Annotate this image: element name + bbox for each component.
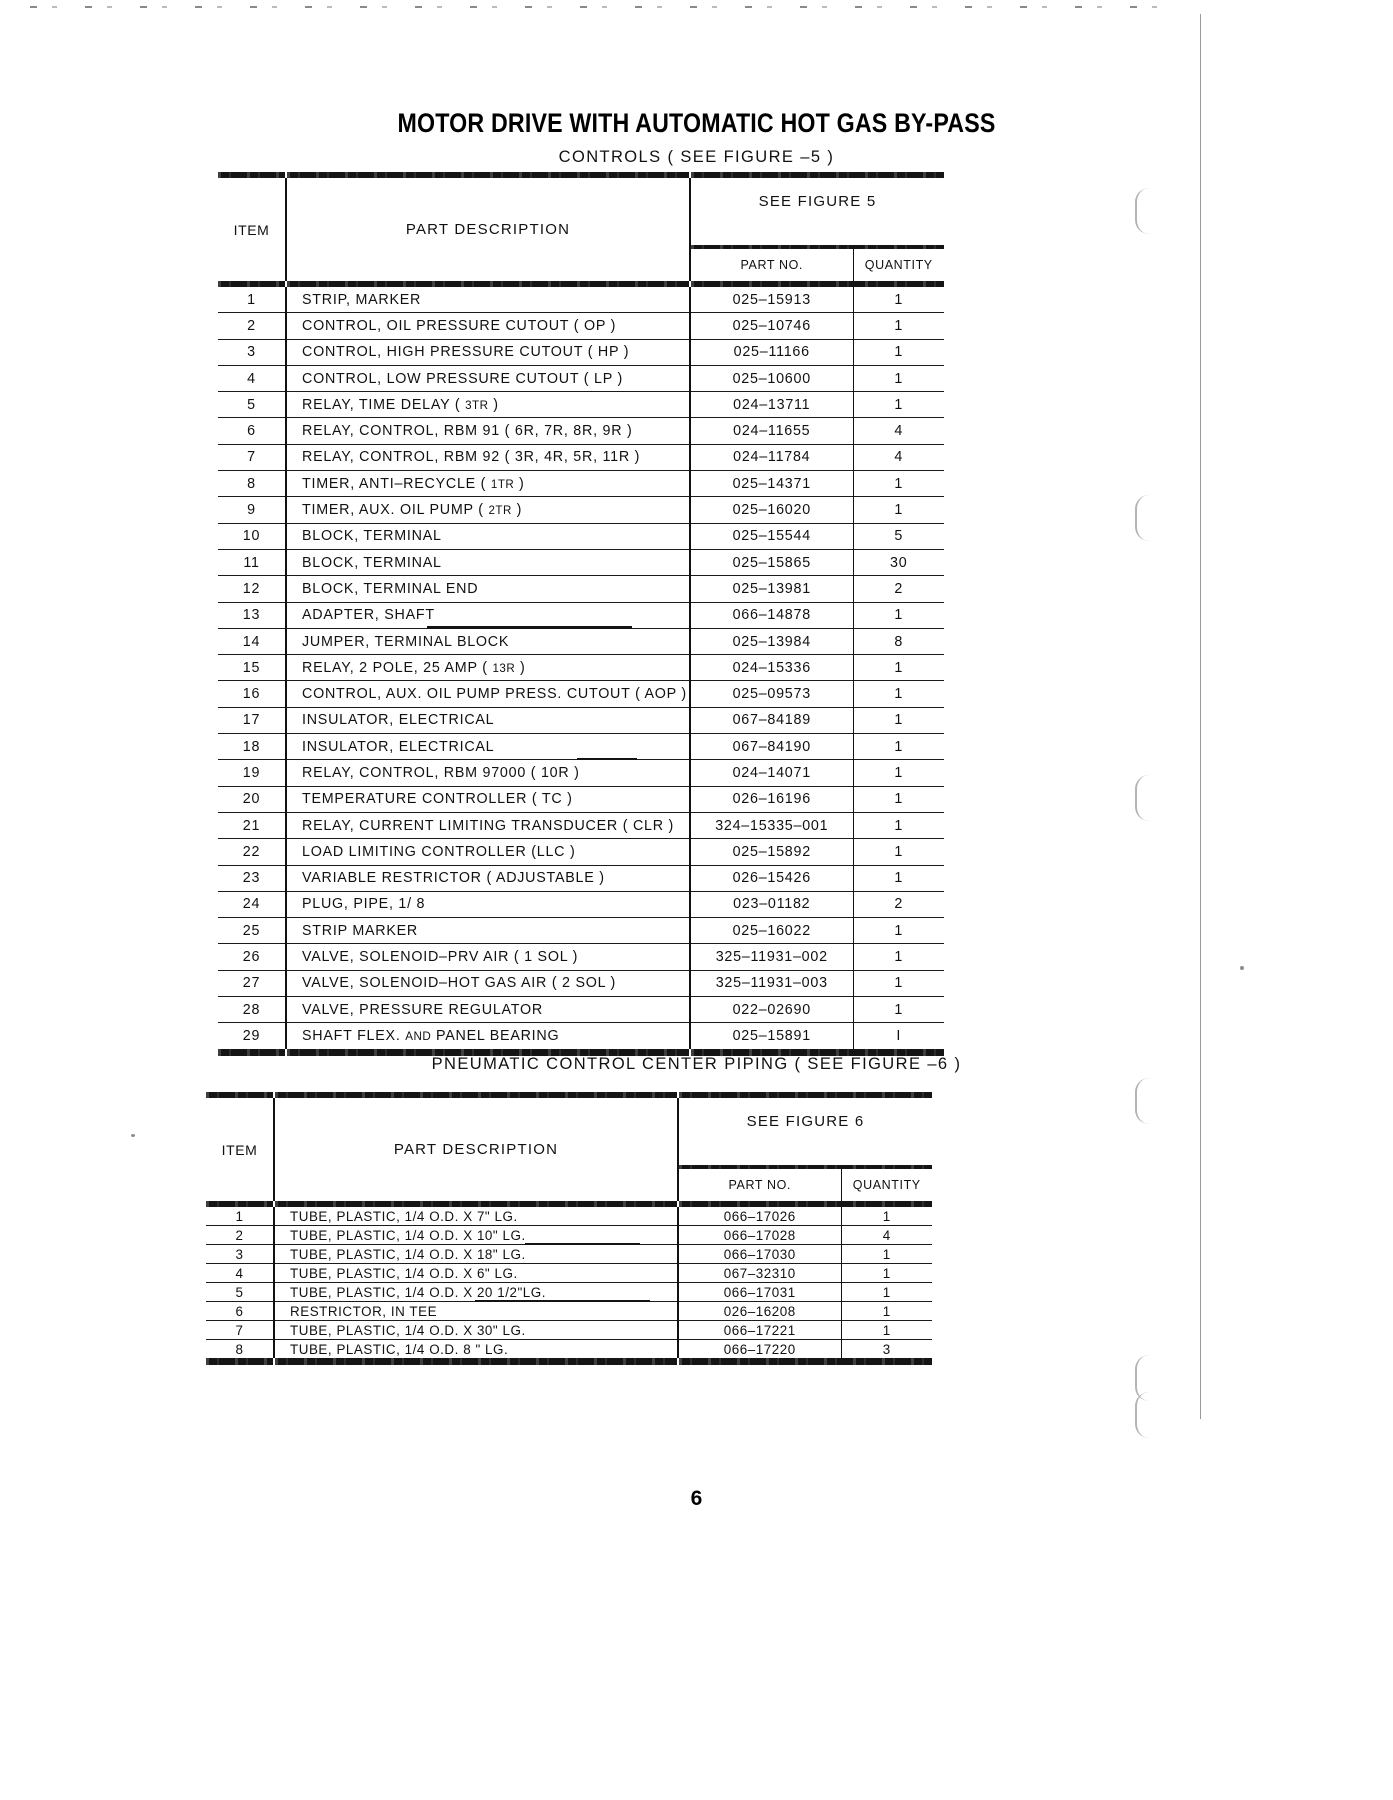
scan-speck — [1240, 966, 1244, 970]
table-row — [218, 891, 944, 917]
cell-part-no: 025–16020 — [690, 497, 853, 523]
cell-part-no: 024–11784 — [690, 444, 853, 470]
cell-part-description: RELAY, CURRENT LIMITING TRANSDUCER ( CLR ) — [286, 812, 690, 838]
cell-part-description: ADAPTER, SHAFT — [286, 602, 690, 628]
cell-item: 4 — [206, 1264, 274, 1283]
cell-part-description: TUBE, PLASTIC, 1/4 O.D. X 7" LG. — [274, 1207, 678, 1226]
column-header-item: ITEM — [221, 1141, 258, 1158]
cell-quantity: 4 — [853, 418, 944, 444]
cell-part-description: BLOCK, TERMINAL — [286, 523, 690, 549]
cell-part-no: 025–15544 — [690, 523, 853, 549]
cell-quantity: 1 — [853, 313, 944, 339]
cell-part-description: RESTRICTOR, IN TEE — [274, 1302, 678, 1321]
cell-quantity: 1 — [841, 1207, 932, 1226]
cell-part-description: INSULATOR, ELECTRICAL — [286, 734, 690, 760]
table-row — [206, 1302, 932, 1321]
controls-header-row — [218, 178, 944, 245]
cell-quantity: 1 — [841, 1283, 932, 1302]
cell-item: 1 — [247, 291, 256, 308]
cell-part-no: 026–15426 — [690, 865, 853, 891]
cell-item: 3 — [206, 1245, 274, 1264]
cell-item: 7 — [206, 1321, 274, 1340]
cell-part-no: 024–11655 — [690, 418, 853, 444]
cell-part-description: RELAY, CONTROL, RBM 92 ( 3R, 4R, 5R, 11R ) — [286, 444, 690, 470]
cell-item: 26 — [218, 944, 286, 970]
cell-quantity: 8 — [853, 628, 944, 654]
cell-quantity: 1 — [853, 365, 944, 391]
cell-item: 27 — [218, 970, 286, 996]
cell-quantity: 2 — [853, 891, 944, 917]
cell-part-no: 325–11931–002 — [690, 944, 853, 970]
cell-part-description: TUBE, PLASTIC, 1/4 O.D. 8 " LG. — [274, 1340, 678, 1359]
cell-item: 4 — [218, 365, 286, 391]
cell-part-no: 025–10746 — [690, 313, 853, 339]
table-row — [218, 786, 944, 812]
table-row — [218, 313, 944, 339]
binder-hole-mark-1 — [1135, 188, 1153, 234]
table-row — [218, 392, 944, 418]
cell-quantity: 1 — [853, 997, 944, 1023]
controls-table-body — [218, 287, 944, 1049]
cell-part-description: VALVE, SOLENOID–HOT GAS AIR ( 2 SOL ) — [286, 970, 690, 996]
cell-part-no: 066–17028 — [678, 1226, 841, 1245]
cell-part-description: INSULATOR, ELECTRICAL — [286, 707, 690, 733]
binder-hole-mark-6 — [1135, 1392, 1153, 1438]
cell-item: 2 — [218, 313, 286, 339]
cell-quantity: 1 — [853, 707, 944, 733]
cell-quantity: 2 — [853, 576, 944, 602]
table-row — [218, 734, 944, 760]
cell-item: 17 — [218, 707, 286, 733]
cell-item: 16 — [218, 681, 286, 707]
column-header-figure-group: SEE FIGURE 5 — [758, 193, 877, 210]
table-row — [206, 1340, 932, 1359]
cell-part-description: SHAFT FLEX. AND PANEL BEARING — [286, 1023, 690, 1049]
table-row — [218, 471, 944, 497]
cell-item: 3 — [218, 339, 286, 365]
cell-item: 18 — [218, 734, 286, 760]
cell-item: 5 — [218, 392, 286, 418]
cell-quantity: 1 — [853, 602, 944, 628]
cell-part-no: 024–13711 — [690, 392, 853, 418]
cell-part-description: CONTROL, OIL PRESSURE CUTOUT ( OP ) — [286, 313, 690, 339]
cell-part-description: RELAY, CONTROL, RBM 91 ( 6R, 7R, 8R, 9R ) — [286, 418, 690, 444]
cell-part-description: CONTROL, LOW PRESSURE CUTOUT ( LP ) — [286, 365, 690, 391]
cell-quantity: 1 — [853, 471, 944, 497]
table-row — [218, 576, 944, 602]
cell-part-no: 066–17221 — [678, 1321, 841, 1340]
cell-part-description: BLOCK, TERMINAL — [286, 549, 690, 575]
cell-part-no: 025–15891 — [690, 1023, 853, 1049]
cell-item: 13 — [218, 602, 286, 628]
piping-table-body — [206, 1207, 932, 1358]
cell-item: 15 — [218, 655, 286, 681]
cell-quantity: 1 — [853, 786, 944, 812]
cell-item: 8 — [218, 471, 286, 497]
cell-quantity: 1 — [853, 655, 944, 681]
table-row — [218, 918, 944, 944]
cell-part-description: TIMER, ANTI–RECYCLE ( 1TR ) — [286, 471, 690, 497]
cell-part-no: 025–15865 — [690, 549, 853, 575]
table-row — [218, 444, 944, 470]
scan-speck — [131, 1134, 135, 1137]
cell-part-no: 066–17220 — [678, 1340, 841, 1359]
cell-item: 2 — [206, 1226, 274, 1245]
page-number: 6 — [690, 1487, 703, 1510]
table-row — [218, 970, 944, 996]
piping-table-foot — [206, 1358, 932, 1365]
cell-part-no: 023–01182 — [690, 891, 853, 917]
cell-part-description: VALVE, SOLENOID–PRV AIR ( 1 SOL ) — [286, 944, 690, 970]
table-row — [218, 497, 944, 523]
cell-part-description: STRIP, MARKER — [286, 287, 690, 313]
cell-part-no: 022–02690 — [690, 997, 853, 1023]
table-row — [218, 1023, 944, 1049]
cell-item: 22 — [218, 839, 286, 865]
table-row — [218, 812, 944, 838]
cell-item: 7 — [218, 444, 286, 470]
cell-part-no: 325–11931–003 — [690, 970, 853, 996]
table-row — [206, 1264, 932, 1283]
cell-item: 5 — [206, 1283, 274, 1302]
piping-parts-table — [206, 1092, 932, 1365]
cell-part-description: TUBE, PLASTIC, 1/4 O.D. X 10" LG. — [274, 1226, 678, 1245]
cell-item: 9 — [218, 497, 286, 523]
table-row — [206, 1321, 932, 1340]
cell-quantity: 1 — [853, 970, 944, 996]
cell-part-no: 067–84190 — [690, 734, 853, 760]
table-row — [218, 707, 944, 733]
cell-part-no: 025–10600 — [690, 365, 853, 391]
column-header-quantity: QUANTITY — [841, 1169, 932, 1201]
controls-section-subtitle: CONTROLS ( SEE FIGURE –5 ) — [558, 148, 835, 166]
cell-part-description: TUBE, PLASTIC, 1/4 O.D. X 6" LG. — [274, 1264, 678, 1283]
column-header-part-description: PART DESCRIPTION — [274, 1098, 678, 1201]
cell-part-no: 066–17030 — [678, 1245, 841, 1264]
scan-right-edge-artifact — [1200, 14, 1201, 1419]
cell-part-description: CONTROL, HIGH PRESSURE CUTOUT ( HP ) — [286, 339, 690, 365]
cell-part-no: 025–15892 — [690, 839, 853, 865]
cell-quantity: 1 — [853, 681, 944, 707]
cell-quantity: 1 — [853, 760, 944, 786]
cell-part-no: 066–17031 — [678, 1283, 841, 1302]
table-row — [218, 365, 944, 391]
cell-part-no: 324–15335–001 — [690, 812, 853, 838]
piping-header-row — [206, 1098, 932, 1165]
cell-item: 21 — [218, 812, 286, 838]
cell-part-description: LOAD LIMITING CONTROLLER (LLC ) — [286, 839, 690, 865]
cell-part-description: VARIABLE RESTRICTOR ( ADJUSTABLE ) — [286, 865, 690, 891]
cell-quantity: 1 — [853, 839, 944, 865]
cell-part-description: VALVE, PRESSURE REGULATOR — [286, 997, 690, 1023]
cell-part-no: 066–17026 — [723, 1208, 796, 1224]
table-bottom-rule — [206, 1358, 932, 1365]
table-row — [218, 523, 944, 549]
binder-hole-mark-4 — [1135, 1078, 1153, 1124]
cell-quantity: 4 — [841, 1226, 932, 1245]
cell-part-no: 025–13981 — [690, 576, 853, 602]
cell-item: 11 — [218, 549, 286, 575]
table-row — [218, 628, 944, 654]
cell-quantity: 3 — [841, 1340, 932, 1359]
table-row — [218, 997, 944, 1023]
cell-quantity: 1 — [853, 339, 944, 365]
cell-quantity: 5 — [853, 523, 944, 549]
table-row — [206, 1245, 932, 1264]
table-row — [218, 839, 944, 865]
cell-part-description: RELAY, 2 POLE, 25 AMP ( 13R ) — [286, 655, 690, 681]
cell-quantity: 1 — [853, 865, 944, 891]
table-row — [218, 339, 944, 365]
cell-quantity: 1 — [841, 1264, 932, 1283]
table-row — [206, 1283, 932, 1302]
column-header-part-description: PART DESCRIPTION — [286, 178, 690, 281]
cell-part-no: 066–14878 — [690, 602, 853, 628]
cell-part-description: TUBE, PLASTIC, 1/4 O.D. X 18" LG. — [274, 1245, 678, 1264]
cell-item: 29 — [218, 1023, 286, 1049]
cell-quantity: 1 — [853, 287, 944, 313]
scan-top-edge-artifact — [30, 6, 1183, 8]
cell-item: 1 — [235, 1208, 244, 1224]
page-title: MOTOR DRIVE WITH AUTOMATIC HOT GAS BY-PASS — [397, 108, 996, 138]
cell-part-description: STRIP MARKER — [286, 918, 690, 944]
table-row — [218, 760, 944, 786]
column-header-item: ITEM — [233, 221, 270, 238]
cell-quantity: 1 — [853, 734, 944, 760]
controls-table-head — [218, 172, 944, 287]
cell-part-description: JUMPER, TERMINAL BLOCK — [286, 628, 690, 654]
table-row — [218, 602, 944, 628]
cell-item: 19 — [218, 760, 286, 786]
table-row — [218, 681, 944, 707]
cell-item: 14 — [218, 628, 286, 654]
cell-part-no: 025–11166 — [690, 339, 853, 365]
cell-item: 24 — [218, 891, 286, 917]
cell-part-description: TUBE, PLASTIC, 1/4 O.D. X 20 1/2"LG. — [274, 1283, 678, 1302]
cell-part-description: TEMPERATURE CONTROLLER ( TC ) — [286, 786, 690, 812]
controls-parts-table — [218, 172, 944, 1056]
cell-quantity: 1 — [841, 1321, 932, 1340]
cell-part-description: PLUG, PIPE, 1/ 8 — [286, 891, 690, 917]
column-header-part-no: PART NO. — [740, 258, 803, 272]
binder-hole-mark-2 — [1135, 495, 1153, 541]
cell-part-no: 025–15913 — [732, 291, 811, 308]
cell-quantity: 1 — [853, 497, 944, 523]
table-row — [218, 655, 944, 681]
table-row — [218, 549, 944, 575]
binder-hole-mark-3 — [1135, 775, 1153, 821]
cell-item: 10 — [218, 523, 286, 549]
cell-quantity: 1 — [853, 812, 944, 838]
cell-part-description: TIMER, AUX. OIL PUMP ( 2TR ) — [286, 497, 690, 523]
column-header-part-no: PART NO. — [728, 1178, 791, 1192]
cell-item: 6 — [218, 418, 286, 444]
cell-part-no: 026–16196 — [690, 786, 853, 812]
cell-quantity: 1 — [853, 944, 944, 970]
cell-item: 8 — [206, 1340, 274, 1359]
cell-part-no: 025–16022 — [690, 918, 853, 944]
cell-part-no: 067–84189 — [690, 707, 853, 733]
table-row — [218, 865, 944, 891]
table-row — [218, 287, 944, 313]
cell-part-description: TUBE, PLASTIC, 1/4 O.D. X 30" LG. — [274, 1321, 678, 1340]
piping-table-head — [206, 1092, 932, 1207]
cell-part-no: 024–14071 — [690, 760, 853, 786]
cell-quantity: 30 — [853, 549, 944, 575]
piping-section-subtitle: PNEUMATIC CONTROL CENTER PIPING ( SEE FIGURE –6 ) — [431, 1055, 962, 1073]
cell-part-description: BLOCK, TERMINAL END — [286, 576, 690, 602]
cell-item: 12 — [218, 576, 286, 602]
cell-part-no: 025–09573 — [690, 681, 853, 707]
table-row — [218, 944, 944, 970]
cell-item: 25 — [218, 918, 286, 944]
cell-quantity: 1 — [841, 1245, 932, 1264]
cell-part-no: 025–14371 — [690, 471, 853, 497]
table-row — [206, 1226, 932, 1245]
cell-part-no: 067–32310 — [678, 1264, 841, 1283]
cell-part-no: 024–15336 — [690, 655, 853, 681]
cell-quantity: 1 — [853, 392, 944, 418]
cell-part-description: CONTROL, AUX. OIL PUMP PRESS. CUTOUT ( AOP ) — [286, 681, 690, 707]
cell-item: 28 — [218, 997, 286, 1023]
cell-part-description: RELAY, TIME DELAY ( 3TR ) — [286, 392, 690, 418]
cell-item: 23 — [218, 865, 286, 891]
cell-item: 6 — [206, 1302, 274, 1321]
cell-quantity: 4 — [853, 444, 944, 470]
cell-part-no: 025–13984 — [690, 628, 853, 654]
cell-quantity: 1 — [853, 918, 944, 944]
cell-part-description: RELAY, CONTROL, RBM 97000 ( 10R ) — [286, 760, 690, 786]
cell-quantity: 1 — [841, 1302, 932, 1321]
cell-quantity: I — [853, 1023, 944, 1049]
column-header-quantity: QUANTITY — [853, 249, 944, 281]
table-row — [206, 1207, 932, 1226]
cell-part-no: 026–16208 — [678, 1302, 841, 1321]
column-header-figure-group: SEE FIGURE 6 — [746, 1113, 865, 1130]
cell-item: 20 — [218, 786, 286, 812]
table-row — [218, 418, 944, 444]
